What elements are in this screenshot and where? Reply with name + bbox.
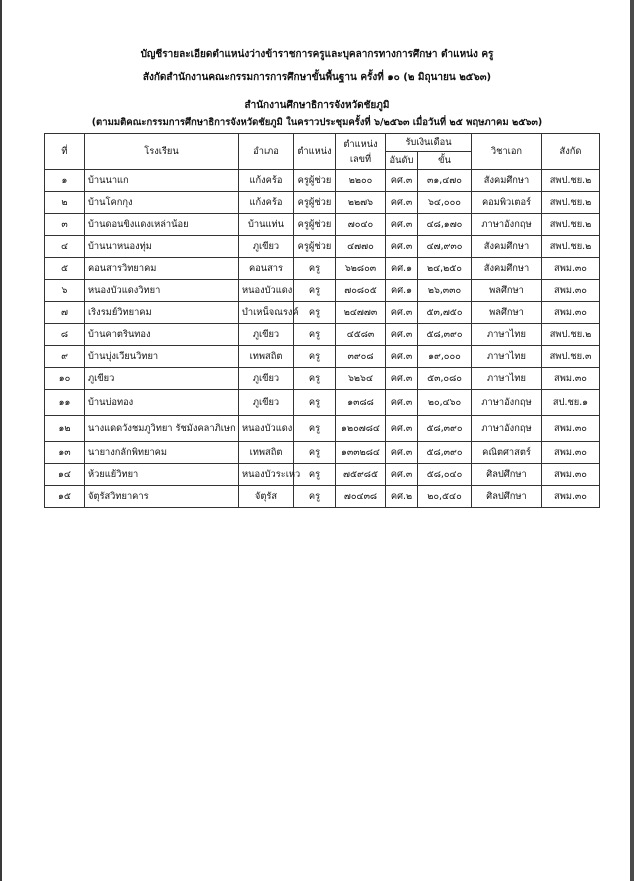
cell-level: คศ.๓ bbox=[386, 236, 418, 258]
cell-affiliation: สพม.๓๐ bbox=[542, 416, 600, 442]
cell-school: ห้วยแย้วิทยา bbox=[85, 464, 239, 486]
cell-step: ๕๘,๓๙๐ bbox=[418, 442, 472, 464]
cell-major: ภาษาไทย bbox=[472, 368, 542, 390]
cell-district: คอนสาร bbox=[239, 258, 294, 280]
cell-district: หนองบัวระเหว bbox=[239, 464, 294, 486]
cell-position-number: ๑๓๓๒๘๔ bbox=[336, 442, 386, 464]
cell-step: ๕๓,๐๘๐ bbox=[418, 368, 472, 390]
cell-position: ครู bbox=[294, 280, 336, 302]
cell-major: ศิลปศึกษา bbox=[472, 486, 542, 508]
table-row bbox=[45, 416, 600, 442]
cell-affiliation: สพป.ชย.๓ bbox=[542, 346, 600, 368]
cell-position: ครู bbox=[294, 442, 336, 464]
cell-step: ๔๘,๑๗๐ bbox=[418, 214, 472, 236]
table-row bbox=[45, 214, 600, 236]
cell-position: ครู bbox=[294, 390, 336, 416]
cell-step: ๔๗,๙๓๐ bbox=[418, 236, 472, 258]
cell-school: บ้านดอนขิงแดงเหล่าน้อย bbox=[85, 214, 239, 236]
cell-school: จัตุรัสวิทยาคาร bbox=[85, 486, 239, 508]
cell-district: ภูเขียว bbox=[239, 368, 294, 390]
cell-school: บ้านคาตรินทอง bbox=[85, 324, 239, 346]
cell-position: ครูผู้ช่วย bbox=[294, 236, 336, 258]
table-row bbox=[45, 192, 600, 214]
cell-position-number: ๗๐๔๓๘ bbox=[336, 486, 386, 508]
cell-level: คศ.๓ bbox=[386, 302, 418, 324]
cell-no: ๒ bbox=[45, 192, 85, 214]
cell-district: แก้งคร้อ bbox=[239, 170, 294, 192]
cell-major: ภาษาอังกฤษ bbox=[472, 390, 542, 416]
cell-step: ๒๔,๒๕๐ bbox=[418, 258, 472, 280]
cell-affiliation: สพม.๓๐ bbox=[542, 302, 600, 324]
cell-affiliation: สพม.๓๐ bbox=[542, 368, 600, 390]
header-affiliation: สังกัด bbox=[542, 134, 600, 170]
cell-level: คศ.๓ bbox=[386, 214, 418, 236]
header-level: อันดับ bbox=[386, 152, 418, 170]
scan-edge-right bbox=[630, 0, 634, 881]
table-row bbox=[45, 258, 600, 280]
cell-district: หนองบัวแดง bbox=[239, 280, 294, 302]
cell-no: ๑๔ bbox=[45, 464, 85, 486]
cell-school: คอนสารวิทยาคม bbox=[85, 258, 239, 280]
table-row bbox=[45, 464, 600, 486]
header-step: ขั้น bbox=[418, 152, 472, 170]
cell-no: ๑๑ bbox=[45, 390, 85, 416]
cell-no: ๕ bbox=[45, 258, 85, 280]
cell-school: บ้านบ่อทอง bbox=[85, 390, 239, 416]
header-district: อำเภอ bbox=[239, 134, 294, 170]
cell-no: ๑๐ bbox=[45, 368, 85, 390]
cell-position: ครู bbox=[294, 486, 336, 508]
header-major: วิชาเอก bbox=[472, 134, 542, 170]
cell-level: คศ.๓ bbox=[386, 464, 418, 486]
cell-step: ๕๘,๐๔๐ bbox=[418, 464, 472, 486]
table-row bbox=[45, 486, 600, 508]
cell-major: สังคมศึกษา bbox=[472, 236, 542, 258]
cell-level: คศ.๓ bbox=[386, 346, 418, 368]
header-no: ที่ bbox=[45, 134, 85, 170]
cell-major: พลศึกษา bbox=[472, 280, 542, 302]
cell-school: นางแดดวังชมภูวิทยา รัชมังคลาภิเษก bbox=[85, 416, 239, 442]
document-subtitle: สังกัดสำนักงานคณะกรรมการการศึกษาขั้นพื้นฐาน ครั้งที่ ๑๐ (๒ มิถุนายน ๒๕๖๓) bbox=[142, 72, 492, 83]
cell-position-number: ๒๔๗๗๓ bbox=[336, 302, 386, 324]
cell-no: ๖ bbox=[45, 280, 85, 302]
cell-district: แก้งคร้อ bbox=[239, 192, 294, 214]
cell-district: หนองบัวแดง bbox=[239, 416, 294, 442]
table-row bbox=[45, 368, 600, 390]
cell-no: ๑๒ bbox=[45, 416, 85, 442]
cell-no: ๑๕ bbox=[45, 486, 85, 508]
cell-step: ๕๓,๗๕๐ bbox=[418, 302, 472, 324]
cell-affiliation: สพป.ชย.๒ bbox=[542, 170, 600, 192]
cell-no: ๙ bbox=[45, 346, 85, 368]
cell-affiliation: สพป.ชย.๒ bbox=[542, 214, 600, 236]
cell-affiliation: สป.ชย.๑ bbox=[542, 390, 600, 416]
cell-major: ศิลปศึกษา bbox=[472, 464, 542, 486]
header-salary: รับเงินเดือน bbox=[386, 134, 472, 152]
cell-district: เทพสถิต bbox=[239, 346, 294, 368]
cell-major: พลศึกษา bbox=[472, 302, 542, 324]
cell-position: ครู bbox=[294, 302, 336, 324]
cell-level: คศ.๓ bbox=[386, 442, 418, 464]
cell-position-number: ๓๙๐๘ bbox=[336, 346, 386, 368]
cell-position: ครูผู้ช่วย bbox=[294, 170, 336, 192]
cell-position-number: ๔๕๘๓ bbox=[336, 324, 386, 346]
cell-school: นายางกลักพิทยาคม bbox=[85, 442, 239, 464]
cell-major: ภาษาไทย bbox=[472, 324, 542, 346]
cell-affiliation: สพป.ชย.๒ bbox=[542, 324, 600, 346]
cell-level: คศ.๑ bbox=[386, 280, 418, 302]
office-name: สำนักงานศึกษาธิการจังหวัดชัยภูมิ bbox=[244, 100, 390, 111]
cell-major: สังคมศึกษา bbox=[472, 170, 542, 192]
cell-position: ครู bbox=[294, 416, 336, 442]
cell-step: ๑๙,๐๐๐ bbox=[418, 346, 472, 368]
cell-affiliation: สพม.๓๐ bbox=[542, 486, 600, 508]
cell-school: หนองบัวแดงวิทยา bbox=[85, 280, 239, 302]
table-row bbox=[45, 324, 600, 346]
cell-step: ๕๘,๓๙๐ bbox=[418, 416, 472, 442]
cell-no: ๘ bbox=[45, 324, 85, 346]
cell-affiliation: สพป.ชย.๒ bbox=[542, 236, 600, 258]
cell-level: คศ.๓ bbox=[386, 170, 418, 192]
cell-position-number: ๒๒๐๐ bbox=[336, 170, 386, 192]
cell-level: คศ.๓ bbox=[386, 324, 418, 346]
cell-no: ๗ bbox=[45, 302, 85, 324]
header-position: ตำแหน่ง bbox=[294, 134, 336, 170]
cell-level: คศ.๓ bbox=[386, 416, 418, 442]
cell-step: ๒๖,๓๓๐ bbox=[418, 280, 472, 302]
table-row bbox=[45, 170, 600, 192]
table-row bbox=[45, 390, 600, 416]
cell-level: คศ.๑ bbox=[386, 258, 418, 280]
cell-position: ครู bbox=[294, 368, 336, 390]
cell-district: จัตุรัส bbox=[239, 486, 294, 508]
cell-level: คศ.๓ bbox=[386, 192, 418, 214]
cell-school: บ้านนาหนองทุ่ม bbox=[85, 236, 239, 258]
cell-district: ภูเขียว bbox=[239, 390, 294, 416]
cell-school: ภูเขียว bbox=[85, 368, 239, 390]
cell-affiliation: สพม.๓๐ bbox=[542, 280, 600, 302]
table-row bbox=[45, 280, 600, 302]
cell-district: บ้านแท่น bbox=[239, 214, 294, 236]
cell-level: คศ.๓ bbox=[386, 368, 418, 390]
cell-school: บ้านนาแก bbox=[85, 170, 239, 192]
table-row bbox=[45, 346, 600, 368]
cell-major: ภาษาไทย bbox=[472, 346, 542, 368]
cell-position-number: ๗๕๙๘๕ bbox=[336, 464, 386, 486]
cell-level: คศ.๓ bbox=[386, 390, 418, 416]
cell-step: ๓๑,๔๗๐ bbox=[418, 170, 472, 192]
table-row bbox=[45, 236, 600, 258]
cell-major: คอมพิวเตอร์ bbox=[472, 192, 542, 214]
cell-district: ภูเขียว bbox=[239, 236, 294, 258]
cell-position: ครู bbox=[294, 324, 336, 346]
cell-no: ๔ bbox=[45, 236, 85, 258]
cell-position-number: ๖๒๘๐๓ bbox=[336, 258, 386, 280]
cell-position: ครู bbox=[294, 346, 336, 368]
cell-district: เทพสถิต bbox=[239, 442, 294, 464]
resolution-note: (ตามมติคณะกรรมการศึกษาธิการจังหวัดชัยภูมิ ในคราวประชุมครั้งที่ ๖/๒๕๖๓ เมื่อวันที่ ๒๕ พฤษภาคม ๒๕๖๓) bbox=[91, 117, 543, 128]
cell-affiliation: สพม.๓๐ bbox=[542, 258, 600, 280]
cell-position: ครูผู้ช่วย bbox=[294, 192, 336, 214]
cell-step: ๖๔,๐๐๐ bbox=[418, 192, 472, 214]
cell-major: คณิตศาสตร์ bbox=[472, 442, 542, 464]
header-position-number-line1: ตำแหน่ง bbox=[343, 138, 378, 150]
cell-school: บ้านบุ่งเวียนวิทยา bbox=[85, 346, 239, 368]
cell-affiliation: สพม.๓๐ bbox=[542, 464, 600, 486]
cell-position: ครู bbox=[294, 464, 336, 486]
cell-position: ครูผู้ช่วย bbox=[294, 214, 336, 236]
cell-position-number: ๑๒๐๗๘๔ bbox=[336, 416, 386, 442]
scan-edge-left bbox=[0, 0, 2, 881]
cell-position-number: ๗๐๘๐๕ bbox=[336, 280, 386, 302]
cell-step: ๕๘,๓๙๐ bbox=[418, 324, 472, 346]
cell-position-number: ๒๒๗๖ bbox=[336, 192, 386, 214]
cell-level: คศ.๒ bbox=[386, 486, 418, 508]
cell-position: ครู bbox=[294, 258, 336, 280]
cell-district: บำเหน็จณรงค์ bbox=[239, 302, 294, 324]
cell-no: ๓ bbox=[45, 214, 85, 236]
cell-affiliation: สพม.๓๐ bbox=[542, 442, 600, 464]
cell-affiliation: สพป.ชย.๒ bbox=[542, 192, 600, 214]
header-position-number bbox=[336, 134, 386, 170]
cell-position-number: ๑๓๘๘ bbox=[336, 390, 386, 416]
cell-position-number: ๗๐๔๐ bbox=[336, 214, 386, 236]
cell-position-number: ๔๗๗๐ bbox=[336, 236, 386, 258]
document-title: บัญชีรายละเอียดตำแหน่งว่างข้าราชการครูและบุคลากรทางการศึกษา ตำแหน่ง ครู bbox=[140, 49, 494, 60]
cell-step: ๒๐,๕๔๐ bbox=[418, 486, 472, 508]
cell-school: บ้านโคกกุง bbox=[85, 192, 239, 214]
cell-major: ภาษาอังกฤษ bbox=[472, 416, 542, 442]
header-position-number-line2: เลขที่ bbox=[349, 153, 372, 165]
table-row bbox=[45, 302, 600, 324]
cell-position-number: ๖๒๖๔ bbox=[336, 368, 386, 390]
cell-no: ๑ bbox=[45, 170, 85, 192]
cell-no: ๑๓ bbox=[45, 442, 85, 464]
table-row bbox=[45, 442, 600, 464]
vacancy-table bbox=[44, 133, 600, 508]
cell-major: ภาษาอังกฤษ bbox=[472, 214, 542, 236]
cell-major: สังคมศึกษา bbox=[472, 258, 542, 280]
cell-school: เริงรมย์วิทยาคม bbox=[85, 302, 239, 324]
cell-step: ๒๐,๔๖๐ bbox=[418, 390, 472, 416]
header-school: โรงเรียน bbox=[85, 134, 239, 170]
cell-district: ภูเขียว bbox=[239, 324, 294, 346]
